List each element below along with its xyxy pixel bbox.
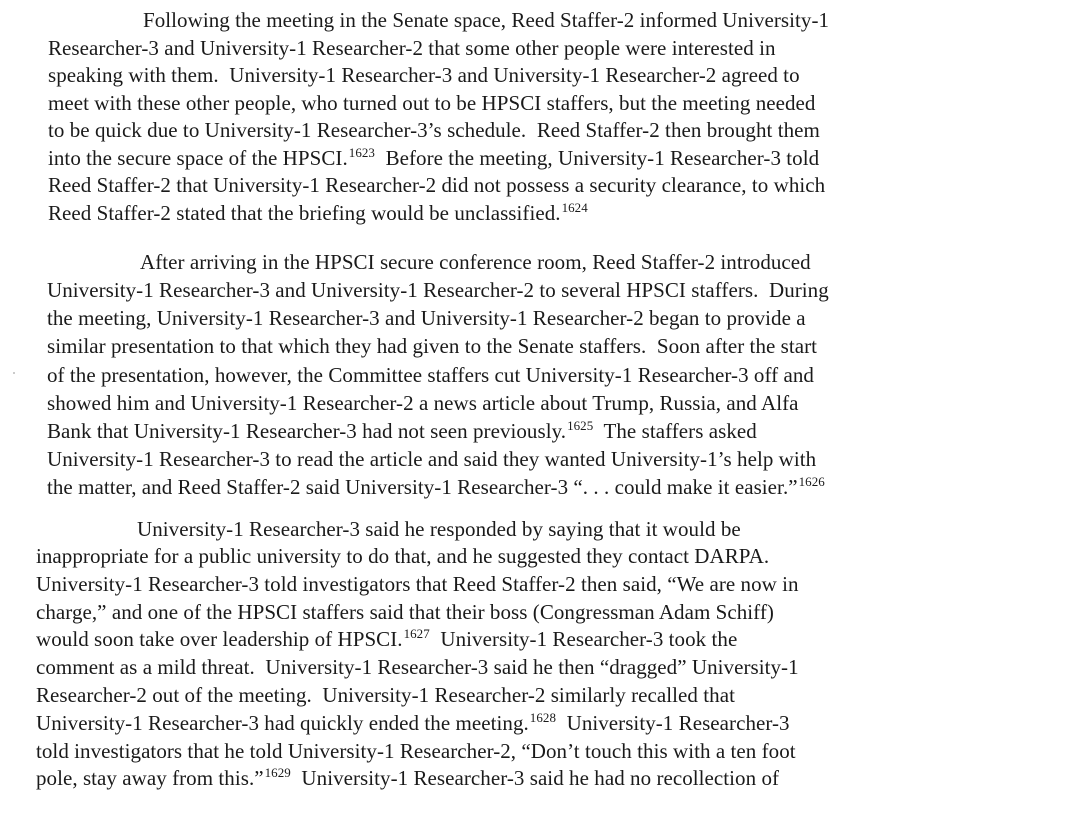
text-line: University-1 Researcher-3 told investigators that Reed Staffer-2 then said, “We are now in [36, 572, 799, 596]
text-line: the meeting, University-1 Researcher-3 and University-1 Researcher-2 began to provide a [47, 306, 806, 330]
text-line: similar presentation to that which they had given to the Senate staffers. Soon after the start [47, 334, 818, 358]
text-line: University-1 Researcher-3 said he responded by saying that it would be [137, 517, 741, 541]
text-segment: University-1 Researcher-3 said he had no recollection of [290, 766, 780, 790]
text-segment: into the secure space of the HPSCI. [48, 146, 348, 170]
text-line: told investigators that he told University-1 Researcher-2, “Don’t touch this with a ten foot [36, 739, 796, 763]
footnote-ref[interactable]: 1627 [403, 626, 430, 641]
text-line: comment as a mild threat. University-1 Researcher-3 said he then “dragged” University-1 [36, 655, 799, 679]
text-segment: would soon take over leadership of HPSCI. [36, 627, 403, 651]
text-line: of the presentation, however, the Committee staffers cut University-1 Researcher-3 off and [47, 363, 814, 387]
text-line: Researcher-2 out of the meeting. University-1 Researcher-2 similarly recalled that [36, 683, 735, 707]
text-line [47, 475, 825, 502]
text-line: inappropriate for a public university to do that, and he suggested they contact DARPA. [36, 544, 770, 568]
text-segment: Bank that University-1 Researcher-3 had not seen previously. [47, 419, 567, 443]
text-segment: University-1 Researcher-3 [556, 711, 790, 735]
text-line: After arriving in the HPSCI secure conference room, Reed Staffer-2 introduced [140, 250, 811, 274]
footnote-ref[interactable]: 1625 [567, 418, 594, 433]
text-segment: University-1 Researcher-3 took the [429, 627, 738, 651]
text-line [48, 201, 588, 228]
text-segment: Reed Staffer-2 stated that the briefing would be unclassified. [48, 201, 561, 225]
text-line [36, 766, 779, 793]
footnote-ref[interactable]: 1628 [529, 710, 556, 725]
text-line: speaking with them. University-1 Researcher-3 and University-1 Researcher-2 agreed to [48, 63, 800, 87]
text-line: showed him and University-1 Researcher-2 a news article about Trump, Russia, and Alfa [47, 391, 799, 415]
text-segment: the matter, and Reed Staffer-2 said University-1 Researcher-3 “. . . could make it easier.” [47, 475, 798, 499]
text-line: Reed Staffer-2 that University-1 Researcher-2 did not possess a security clearance, to which [48, 173, 826, 197]
text-segment: University-1 Researcher-3 had quickly ended the meeting. [36, 711, 529, 735]
text-line: University-1 Researcher-3 and University-1 Researcher-2 to several HPSCI staffers. During [47, 278, 829, 302]
text-line: Following the meeting in the Senate space, Reed Staffer-2 informed University-1 [143, 8, 830, 32]
footnote-ref[interactable]: 1626 [798, 474, 825, 489]
text-line [48, 146, 819, 173]
footnote-ref[interactable]: 1624 [561, 200, 588, 215]
text-line [47, 419, 757, 446]
text-line: charge,” and one of the HPSCI staffers said that their boss (Congressman Adam Schiff) [36, 600, 774, 624]
text-line: to be quick due to University-1 Researcher-3’s schedule. Reed Staffer-2 then brought them [48, 118, 820, 142]
text-line [36, 627, 737, 654]
text-segment: The staffers asked [593, 419, 757, 443]
footnote-ref[interactable]: 1629 [264, 765, 291, 780]
text-line: Researcher-3 and University-1 Researcher-2 that some other people were interested in [48, 36, 776, 60]
scan-speck [13, 372, 15, 374]
footnote-ref[interactable]: 1623 [348, 145, 375, 160]
text-line: University-1 Researcher-3 to read the article and said they wanted University-1’s help with [47, 447, 817, 471]
text-segment: Before the meeting, University-1 Researcher-3 told [374, 146, 820, 170]
text-segment: pole, stay away from this.” [36, 766, 264, 790]
text-line [36, 711, 790, 738]
text-line: meet with these other people, who turned out to be HPSCI staffers, but the meeting needed [48, 91, 816, 115]
